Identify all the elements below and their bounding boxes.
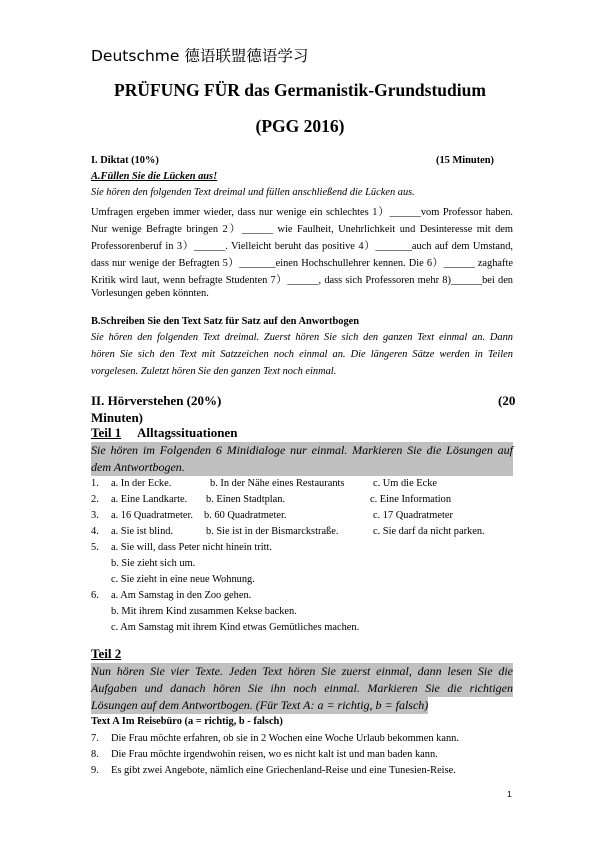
teil-2-instruction-line: Nun hören Sie vier Texte. Jeden Text hören Sie zuerst einmal, dann lesen Sie die bbox=[91, 664, 513, 678]
dictation-line: Vorlesungen geben könnten. bbox=[91, 288, 209, 299]
answer-option: a. 16 Quadratmeter. bbox=[111, 510, 193, 521]
answer-option: c. Um die Ecke bbox=[373, 478, 438, 489]
statement-text: Die Frau möchte erfahren, ob sie in 2 Wochen eine Woche Urlaub bekommen kann. bbox=[111, 733, 459, 744]
statement-item bbox=[91, 765, 456, 776]
answer-option: a. Sie will, dass Peter nicht hinein tritt. bbox=[111, 542, 273, 553]
answer-option: b. 60 Quadratmeter. bbox=[204, 510, 287, 521]
section-2-heading: II. Hörverstehen (20%) bbox=[91, 393, 222, 408]
answer-option: c. Sie darf da nicht parken. bbox=[373, 526, 485, 537]
teil-1-subtitle: Alltagssituationen bbox=[137, 425, 238, 440]
text-a-heading: Text A Im Reisebüro (a = richtig, b - falsch) bbox=[91, 716, 283, 727]
question-number: 3. bbox=[91, 510, 99, 521]
answer-option: b. Mit ihrem Kind zusammen Kekse backen. bbox=[111, 606, 297, 617]
question-number: 4. bbox=[91, 526, 99, 537]
answer-option: b. Einen Stadtplan. bbox=[206, 494, 286, 505]
section-1-heading: I. Diktat (10%) bbox=[91, 155, 159, 166]
answer-option: b. In der Nähe eines Restaurants bbox=[210, 478, 345, 489]
dictation-line: dass nur wenige der Befragten 5）_______einen Hochschullehrer kennen. Die 6）______ zaghafte bbox=[91, 258, 513, 269]
answer-option: c. Am Samstag mit ihrem Kind etwas Gemütliches machen. bbox=[111, 622, 360, 633]
section-2-time-cont: Minuten) bbox=[91, 410, 143, 425]
section-1b-instruction-line: hören Sie sich den Text mit Satzzeichen noch einmal an. Die längeren Sätze werden in Teilen bbox=[91, 349, 513, 360]
answer-option: c. 17 Quadratmeter bbox=[373, 510, 453, 521]
answer-option: a. Eine Landkarte. bbox=[111, 494, 188, 505]
answer-option: a. In der Ecke. bbox=[111, 478, 172, 489]
statement-number: 7. bbox=[91, 733, 99, 744]
teil-1-label: Teil 1 bbox=[91, 425, 122, 440]
teil-1-instruction-line: dem Antwortbogen. bbox=[91, 459, 513, 476]
question-number: 5. bbox=[91, 542, 99, 553]
question-number: 1. bbox=[91, 478, 99, 489]
answer-option: b. Sie zieht sich um. bbox=[111, 558, 196, 569]
section-1a-title: A.Füllen Sie die Lücken aus! bbox=[91, 171, 218, 182]
section-1a-instruction: Sie hören den folgenden Text dreimal und füllen anschließend die Lücken aus. bbox=[91, 187, 415, 198]
section-1b-instruction-line: Sie hören den folgenden Text dreimal. Zuerst hören Sie sich den ganzen Text einmal an. Dann bbox=[91, 332, 513, 343]
answer-option: c. Sie zieht in eine neue Wohnung. bbox=[111, 574, 255, 585]
dictation-line: Professorenberuf in 3）______. Vielleicht beruht das positive 4）_______auch auf dem Umstand, bbox=[91, 241, 513, 252]
page-number: 1 bbox=[507, 789, 512, 799]
teil-2-instruction-line: Aufgaben und danach hören Sie ihn noch einmal. Markieren Sie die richtigen bbox=[91, 681, 513, 695]
section-1b-title: B.Schreiben Sie den Text Satz für Satz auf den Anwortbogen bbox=[91, 316, 360, 327]
exam-title: PRÜFUNG FÜR das Germanistik-Grundstudium bbox=[114, 80, 486, 100]
page-header: Deutschme 德语联盟德语学习 bbox=[91, 47, 309, 65]
statement-item bbox=[91, 749, 438, 760]
dictation-line: Nur wenige Befragte bringen 2）______ wie Faulheit, Unehrlichkeit und Desinteresse mit dem bbox=[91, 224, 513, 235]
statement-item bbox=[91, 733, 459, 744]
exam-subtitle: (PGG 2016) bbox=[255, 116, 345, 136]
teil-1-instruction-line: Sie hören im Folgenden 6 Minidialoge nur einmal. Markieren Sie die Lösungen auf bbox=[91, 443, 513, 457]
statement-number: 9. bbox=[91, 765, 99, 776]
answer-option: b. Sie ist in der Bismarckstraße. bbox=[206, 526, 339, 537]
section-2-time: (20 bbox=[498, 393, 516, 408]
dictation-line: Kritik wird laut, wenn befragte Studenten 7）______, dass sich Professoren mehr 8)______bei den bbox=[91, 275, 513, 286]
section-1b-instruction-line: vorgelesen. Zuletzt hören Sie den ganzen Text noch einmal. bbox=[91, 366, 337, 377]
statement-text: Es gibt zwei Angebote, nämlich eine Griechenland-Reise und eine Tunesien-Reise. bbox=[111, 765, 456, 776]
section-1-time: (15 Minuten) bbox=[436, 155, 495, 166]
dictation-line: Umfragen ergeben immer wieder, dass nur wenige ein schlechtes 1）______vom Professor haben. bbox=[91, 207, 513, 218]
answer-option: a. Sie ist blind. bbox=[111, 526, 174, 537]
teil-2-instruction-line: Lösungen auf dem Antwortbogen. (Für Text A: a = richtig, b = falsch) bbox=[91, 698, 429, 712]
teil-2-label: Teil 2 bbox=[91, 646, 122, 661]
answer-option: a. Am Samstag in den Zoo gehen. bbox=[111, 590, 252, 601]
statement-number: 8. bbox=[91, 749, 99, 760]
question-number: 6. bbox=[91, 590, 99, 601]
statement-text: Die Frau möchte irgendwohin reisen, wo es nicht kalt ist und man baden kann. bbox=[111, 749, 438, 760]
question-number: 2. bbox=[91, 494, 99, 505]
answer-option: c. Eine Information bbox=[370, 494, 452, 505]
